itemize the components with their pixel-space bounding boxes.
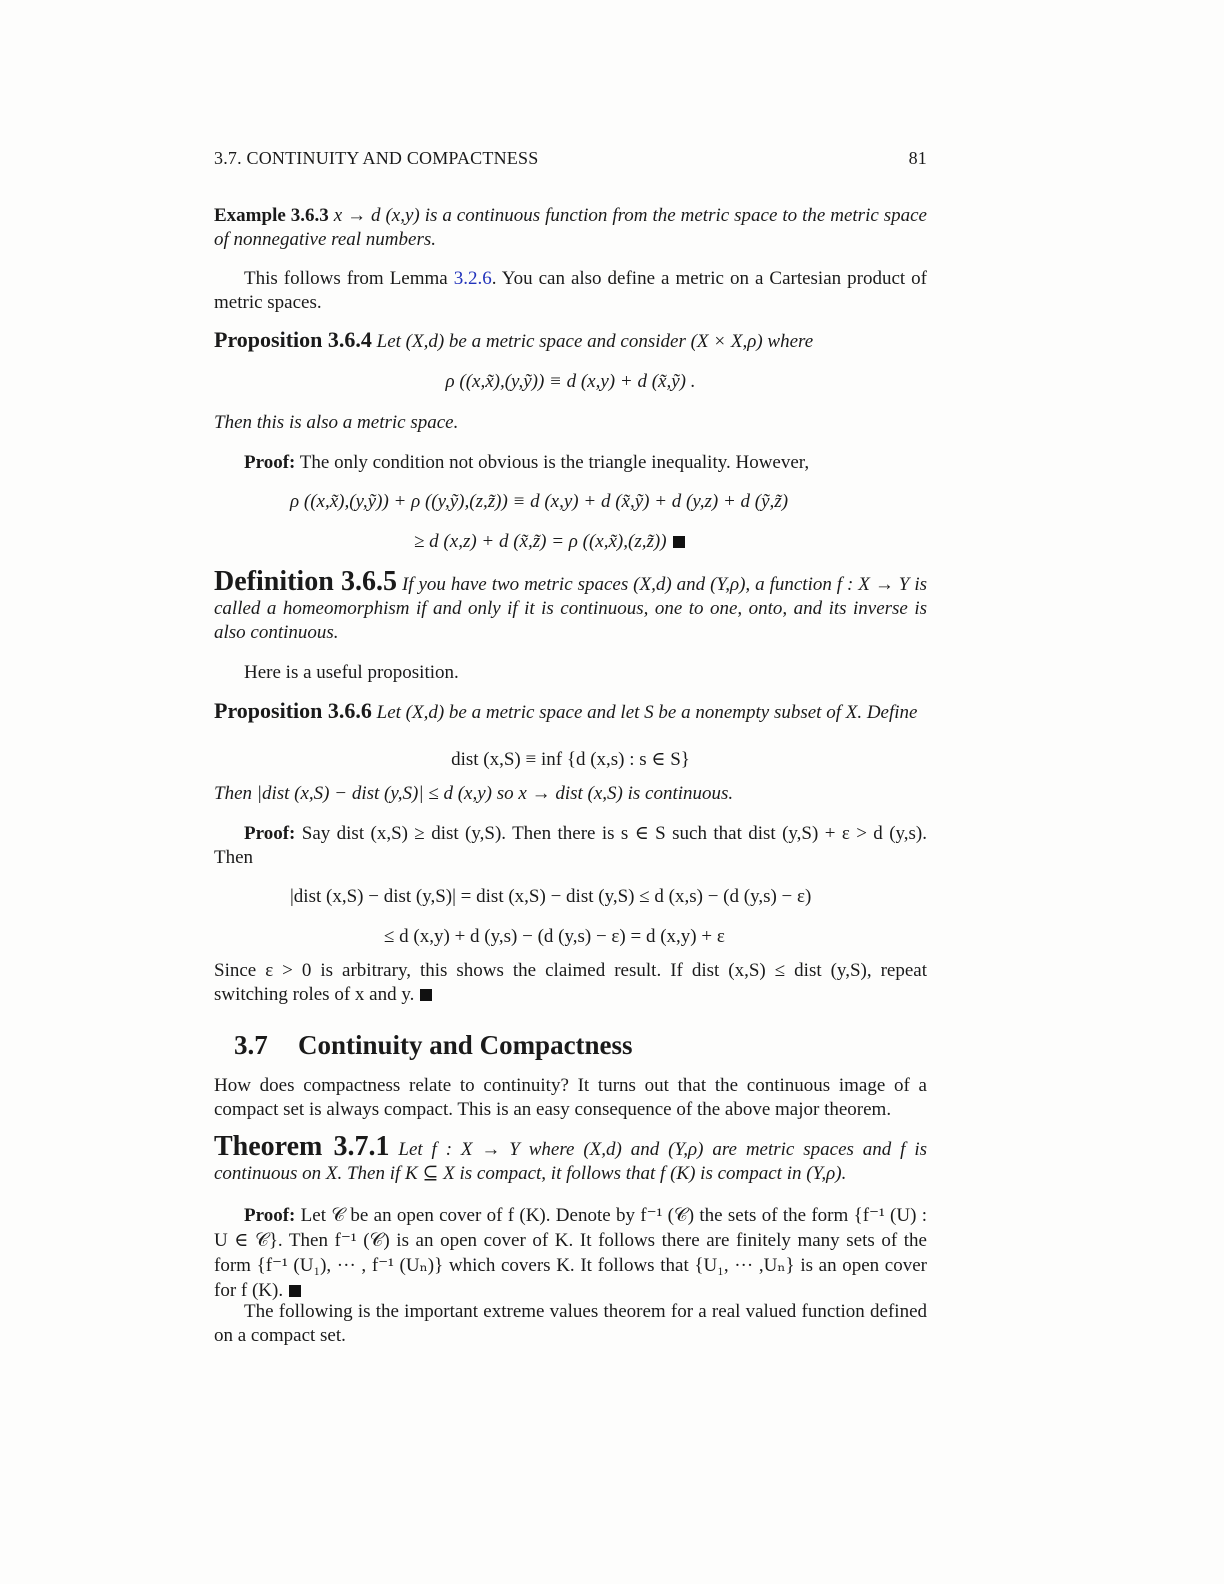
equation-dist-2: ≤ d (x,y) + d (y,s) − (d (y,s) − ε) = d (x,y) + ε [384,926,725,947]
proof-3-6-6 [214,822,927,870]
qed-square-icon [673,536,685,548]
equation-triangle-2 [414,531,685,553]
running-head-title: 3.7. CONTINUITY AND COMPACTNESS [214,148,539,168]
equation-triangle-1: ρ ((x,x̃),(y,ỹ)) + ρ ((y,ỹ),(z,z̃)) ≡ d (x,y) + d (x̃,ỹ) + d (y,z) + d (ỹ,z̃) [290,491,789,512]
equation-rho-definition: ρ ((x,x̃),(y,ỹ)) ≡ d (x,y) + d (x̃,ỹ) . [445,371,696,392]
proof-3-6-4 [214,451,927,475]
proposition-label: Proposition 3.6.4 [214,327,372,352]
paragraph-text: This follows from Lemma [244,268,454,289]
proposition-3-6-4 [214,328,927,354]
proposition-3-6-6 [214,699,927,725]
equation-dist-1: |dist (x,S) − dist (y,S)| = dist (x,S) − dist (y,S) ≤ d (x,s) − (d (y,s) − ε) [290,886,812,907]
paragraph-useful: Here is a useful proposition. [244,662,459,683]
equation-dist-definition: dist (x,S) ≡ inf {d (x,s) : s ∈ S} [451,749,690,770]
section-title: Continuity and Compactness [298,1030,633,1060]
equation-text: ≥ d (x,z) + d (x̃,z̃) = ρ ((x,x̃),(z,z̃)) [414,531,667,552]
section-heading [234,1030,633,1061]
example-label: Example 3.6.3 [214,205,329,226]
definition-text: If you have two metric spaces (X,d) and (Y,ρ), a function f : X → Y is called a homeomorphism if and only if it is continuous, one to one, onto, and its inverse is also continuous. [214,574,927,643]
paragraph-lemma [214,267,927,315]
proposition-text: Let (X,d) be a metric space and let S be a nonempty subset of X. Define [376,702,918,723]
proposition-label: Proposition 3.6.6 [214,698,372,723]
proof-label: Proof: [244,823,296,844]
theorem-label: Theorem 3.7.1 [214,1131,390,1162]
proof-text: Let 𝒞 be an open cover of f (K). Denote by f⁻¹ (𝒞) the sets of the form {f⁻¹ (U) : U ∈ 𝒞}. Then f⁻¹ (𝒞) is an open cover of K. It follows there are finitely many sets of the form {f⁻¹ (U₁), ··· , f⁻¹ (Uₙ)} which covers K. It follows that {U₁, ··· ,Uₙ} is an open cover for f (K). [214,1205,927,1301]
running-head [214,148,927,169]
qed-square-icon [420,989,432,1001]
paragraph-text: . You can also define a metric on a Cartesian product of metric spaces. [214,268,927,313]
example-3-6-3 [214,204,927,252]
paragraph-compactness: How does compactness relate to continuity? It turns out that the continuous image of a compact set is always compact. This is an easy consequence of the above major theorem. [214,1075,927,1120]
proposition-conclusion: Then |dist (x,S) − dist (y,S)| ≤ d (x,y) so x → dist (x,S) is continuous. [214,783,734,804]
proposition-conclusion: Then this is also a metric space. [214,412,459,433]
proof-conclusion-text: Since ε > 0 is arbitrary, this shows the claimed result. If dist (x,S) ≤ dist (y,S), repeat switching roles of x and y. [214,960,927,1005]
proof-3-7-1 [214,1203,927,1303]
lemma-reference-link[interactable]: 3.2.6 [453,268,492,289]
theorem-text: Let f : X → Y where (X,d) and (Y,ρ) are metric spaces and f is continuous on X. Then if K ⊆ X is compact, it follows that f (K) is compact in (Y,ρ). [214,1139,927,1184]
proof-text: Say dist (x,S) ≥ dist (y,S). Then there is s ∈ S such that dist (y,S) + ε > d (y,s). Then [214,823,928,868]
proposition-text: Let (X,d) be a metric space and consider (X × X,ρ) where [376,331,814,352]
qed-square-icon [289,1285,301,1297]
proof-label: Proof: [244,1205,296,1226]
proof-text: The only condition not obvious is the triangle inequality. However, [299,452,810,473]
definition-label: Definition 3.6.5 [214,566,397,597]
example-text: x → d (x,y) is a continuous function from the metric space to the metric space of nonnegative real numbers. [214,205,927,250]
proof-label: Proof: [244,452,296,473]
definition-3-6-5 [214,566,927,645]
theorem-3-7-1 [214,1131,927,1186]
page-number: 81 [908,148,927,168]
section-number: 3.7 [234,1030,268,1060]
paragraph-final: The following is the important extreme values theorem for a real valued function defined on a compact set. [214,1301,927,1346]
proof-conclusion [214,959,927,1007]
